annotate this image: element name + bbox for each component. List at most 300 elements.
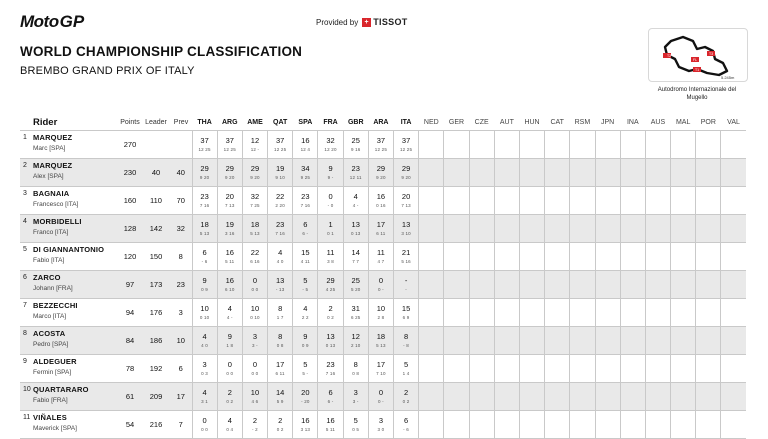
col-race-arg: ARG (222, 118, 238, 126)
rider-surname: MORBIDELLI (33, 217, 82, 226)
race-total-points: 0 (328, 192, 333, 201)
race-split-points: 6 9 (402, 315, 410, 320)
race-result-cell (268, 187, 293, 215)
race-result-cell (368, 383, 393, 411)
race-split-points: 4 11 (300, 259, 310, 264)
race-split-points: 7 16 (300, 203, 311, 208)
rider-prev: 32 (170, 215, 192, 243)
race-result-cell (343, 327, 368, 355)
race-result-cell (293, 215, 318, 243)
future-race-cell (620, 243, 645, 271)
future-race-cell (620, 383, 645, 411)
race-split-points: 4 - (226, 315, 233, 320)
rider-leader: 110 (142, 187, 170, 215)
race-result-cell (343, 271, 368, 299)
race-result-cell (394, 187, 419, 215)
rider-leader: 150 (142, 243, 170, 271)
rider-surname: ACOSTA (33, 329, 66, 338)
rider-surname: BAGNAIA (33, 189, 70, 198)
future-race-cell (570, 299, 595, 327)
future-race-cell (595, 215, 620, 243)
race-split-points: 3 10 (401, 231, 411, 236)
rider-points: 230 (118, 159, 142, 187)
page-title: WORLD CHAMPIONSHIP CLASSIFICATION (20, 44, 303, 59)
race-result-cell (242, 159, 267, 187)
col-race-ger: GER (448, 118, 465, 126)
future-race-cell (419, 131, 444, 159)
race-split-points: 3 16 (225, 231, 235, 236)
future-race-cell (671, 271, 696, 299)
race-split-points: 9 16 (350, 147, 361, 152)
race-split-points: 9 20 (401, 175, 411, 180)
future-race-cell (469, 159, 494, 187)
future-race-cell (444, 271, 469, 299)
race-result-cell (242, 131, 267, 159)
rider-prev (170, 131, 192, 159)
col-race-ned: NED (423, 118, 439, 126)
race-result-cell (394, 355, 419, 383)
race-result-cell (368, 215, 393, 243)
race-total-points: 6 (303, 220, 308, 229)
rider-position: 11 (23, 414, 31, 421)
race-result-cell (268, 383, 293, 411)
race-result-cell (343, 299, 368, 327)
race-split-points: 4 - (352, 203, 359, 208)
race-total-points: 18 (250, 220, 260, 229)
race-result-cell (343, 159, 368, 187)
table-header-row (20, 114, 746, 131)
race-total-points: 4 (227, 416, 232, 425)
rider-prev: 70 (170, 187, 192, 215)
future-race-cell (595, 327, 620, 355)
col-race-val: VAL (727, 118, 740, 126)
race-total-points: 1 (328, 220, 333, 229)
race-total-points: 18 (200, 220, 209, 229)
race-split-points: - 20 (301, 399, 310, 404)
col-race-ame: AME (247, 118, 263, 126)
race-total-points: 23 (326, 360, 335, 369)
future-race-cell (519, 159, 544, 187)
rider-firstname-nation: Fermin [SPA] (33, 369, 72, 376)
race-result-cell (217, 299, 242, 327)
rider-prev: 3 (170, 299, 192, 327)
rider-prev: 17 (170, 383, 192, 411)
future-race-cell (444, 411, 469, 439)
future-race-cell (469, 355, 494, 383)
future-race-cell (570, 187, 595, 215)
future-race-cell (419, 187, 444, 215)
race-total-points: 13 (275, 276, 285, 285)
race-split-points: - (405, 287, 407, 292)
race-result-cell (242, 299, 267, 327)
race-total-points: 0 (202, 416, 207, 425)
col-rider: Rider (33, 116, 58, 128)
future-race-cell (696, 243, 721, 271)
race-total-points: 2 (227, 388, 232, 397)
race-total-points: 2 (278, 416, 283, 425)
circuit-name-line2: Mugello (686, 95, 708, 101)
race-total-points: 29 (401, 164, 411, 173)
race-total-points: 22 (275, 192, 285, 201)
race-total-points: 0 (252, 360, 258, 369)
future-race-cell (645, 187, 670, 215)
race-result-cell (217, 327, 242, 355)
race-split-points: 12 25 (223, 147, 236, 152)
race-result-cell (192, 243, 217, 271)
race-total-points: 17 (376, 220, 386, 229)
race-result-cell (217, 159, 242, 187)
race-split-points: 0 16 (376, 203, 386, 208)
rider-cell (20, 271, 118, 299)
rider-surname: ALDEGUER (33, 357, 77, 366)
col-race-gbr: GBR (347, 118, 364, 126)
race-total-points: 2 (328, 304, 333, 313)
future-race-cell (570, 355, 595, 383)
future-race-cell (696, 355, 721, 383)
future-race-cell (721, 355, 746, 383)
future-race-cell (545, 299, 570, 327)
col-leader: Leader (145, 118, 167, 126)
table-row (20, 355, 746, 383)
race-total-points: 10 (200, 304, 209, 313)
race-result-cell (242, 327, 267, 355)
race-total-points: 10 (250, 388, 260, 397)
race-result-cell (242, 215, 267, 243)
race-split-points: 7 16 (275, 231, 285, 236)
table-row (20, 299, 746, 327)
race-total-points: 9 (303, 332, 308, 341)
col-race-mal: MAL (675, 118, 691, 126)
rider-prev: 6 (170, 355, 192, 383)
rider-firstname-nation: Johann [FRA] (33, 285, 73, 292)
race-total-points: 16 (225, 248, 234, 257)
rider-leader: 216 (142, 411, 170, 439)
race-result-cell (217, 243, 242, 271)
col-prev: Prev (173, 118, 189, 126)
race-split-points: - 6 (403, 427, 410, 432)
race-total-points: 5 (404, 360, 409, 369)
future-race-cell (721, 215, 746, 243)
race-result-cell (318, 159, 343, 187)
race-split-points: 5 20 (350, 287, 361, 292)
race-split-points: - 8 (403, 343, 410, 348)
race-result-cell (217, 131, 242, 159)
race-split-points: 4 0 (201, 343, 209, 348)
future-race-cell (469, 327, 494, 355)
race-result-cell (217, 187, 242, 215)
race-total-points: 6 (404, 416, 409, 425)
table-row (20, 187, 746, 215)
future-race-cell (696, 411, 721, 439)
race-total-points: 12 (250, 136, 260, 145)
rider-cell (20, 243, 118, 271)
race-total-points: 20 (401, 192, 411, 201)
rider-leader: 176 (142, 299, 170, 327)
race-split-points: 0 10 (250, 315, 260, 320)
table-row (20, 271, 746, 299)
rider-leader: 192 (142, 355, 170, 383)
race-split-points: 5 11 (325, 427, 336, 432)
race-result-cell (394, 327, 419, 355)
race-result-cell (192, 355, 217, 383)
future-race-cell (444, 383, 469, 411)
race-total-points: 8 (404, 332, 409, 341)
race-total-points: 23 (301, 192, 310, 201)
race-result-cell (242, 187, 267, 215)
race-total-points: 4 (202, 388, 207, 397)
race-result-cell (192, 271, 217, 299)
future-race-cell (469, 299, 494, 327)
table-row (20, 327, 746, 355)
future-race-cell (419, 327, 444, 355)
future-race-cell (419, 355, 444, 383)
future-race-cell (595, 187, 620, 215)
rider-points: 84 (118, 327, 142, 355)
future-race-cell (721, 327, 746, 355)
race-total-points: 37 (200, 136, 209, 145)
race-total-points: 10 (376, 304, 386, 313)
table-row (20, 159, 746, 187)
col-race-ina: INA (626, 118, 639, 126)
future-race-cell (645, 131, 670, 159)
race-split-points: 5 13 (376, 343, 386, 348)
rider-firstname-nation: Alex [SPA] (33, 173, 64, 180)
race-result-cell (368, 327, 393, 355)
race-total-points: 16 (301, 416, 310, 425)
race-result-cell (368, 243, 393, 271)
future-race-cell (494, 215, 519, 243)
future-race-cell (494, 355, 519, 383)
future-race-cell (545, 131, 570, 159)
race-total-points: 13 (401, 220, 411, 229)
race-total-points: 13 (351, 220, 360, 229)
future-race-cell (595, 271, 620, 299)
future-race-cell (545, 271, 570, 299)
race-result-cell (192, 383, 217, 411)
race-split-points: 0 8 (352, 371, 360, 376)
race-result-cell (368, 271, 393, 299)
race-split-points: 5 16 (401, 259, 411, 264)
race-result-cell (318, 243, 343, 271)
rider-firstname-nation: Francesco [ITA] (33, 201, 79, 208)
future-race-cell (545, 159, 570, 187)
future-race-cell (519, 327, 544, 355)
race-split-points: 3 1 (201, 399, 209, 404)
race-total-points: 0 (227, 360, 232, 369)
race-split-points: 5 - (302, 371, 309, 376)
race-split-points: 7 13 (401, 203, 411, 208)
future-race-cell (444, 187, 469, 215)
race-result-cell (268, 243, 293, 271)
future-race-cell (620, 355, 645, 383)
col-race-hun: HUN (524, 118, 540, 126)
logo-gp: GP (59, 12, 85, 31)
race-split-points: 12 4 (300, 147, 311, 152)
race-total-points: 25 (351, 276, 360, 285)
race-split-points: 3 13 (300, 427, 311, 432)
race-result-cell (293, 383, 318, 411)
race-split-points: - 5 (302, 287, 309, 292)
future-race-cell (595, 355, 620, 383)
future-race-cell (444, 355, 469, 383)
race-result-cell (192, 131, 217, 159)
race-total-points: 2 (252, 416, 258, 425)
rider-points: 120 (118, 243, 142, 271)
circuit-name (640, 86, 754, 102)
rider-leader: 173 (142, 271, 170, 299)
tissot-logo (362, 17, 407, 27)
provided-by-label: Provided by (316, 17, 359, 27)
race-result-cell (293, 355, 318, 383)
race-split-points: 6 11 (275, 371, 285, 376)
future-race-cell (545, 355, 570, 383)
race-split-points: 4 0 (276, 259, 284, 264)
race-split-points: 12 20 (324, 147, 337, 152)
race-result-cell (293, 131, 318, 159)
race-total-points: 32 (250, 192, 260, 201)
race-total-points: 22 (250, 248, 260, 257)
future-race-cell (519, 243, 544, 271)
future-race-cell (570, 327, 595, 355)
rider-firstname-nation: Fabio [FRA] (33, 397, 68, 404)
page-subtitle: BREMBO GRAND PRIX OF ITALY (20, 65, 195, 77)
race-result-cell (217, 271, 242, 299)
circuit-length: 5.245m (721, 75, 735, 80)
race-total-points: 32 (326, 136, 335, 145)
rider-points: 94 (118, 299, 142, 327)
race-total-points: 9 (202, 276, 207, 285)
race-total-points: 29 (225, 164, 234, 173)
future-race-cell (469, 215, 494, 243)
rider-cell (20, 383, 118, 411)
race-split-points: 7 10 (376, 371, 386, 376)
race-total-points: 16 (225, 276, 234, 285)
future-race-cell (696, 327, 721, 355)
race-result-cell (242, 243, 267, 271)
race-split-points: - 13 (275, 287, 285, 292)
race-total-points: 23 (275, 220, 285, 229)
race-split-points: 0 9 (301, 343, 309, 348)
rider-cell (20, 299, 118, 327)
rider-prev: 10 (170, 327, 192, 355)
race-split-points: 3 0 (377, 427, 385, 432)
tissot-cross-icon: + (362, 18, 371, 27)
future-race-cell (419, 243, 444, 271)
race-total-points: 37 (275, 136, 285, 145)
race-total-points: 13 (326, 332, 335, 341)
race-total-points: 4 (303, 304, 308, 313)
rider-position: 3 (23, 190, 27, 197)
rider-position: 8 (23, 330, 27, 337)
col-race-cze: CZE (474, 118, 489, 126)
future-race-cell (444, 159, 469, 187)
race-split-points: 0 13 (350, 231, 361, 236)
race-total-points: 34 (301, 164, 310, 173)
race-split-points: 0 0 (251, 287, 259, 292)
race-total-points: 17 (275, 360, 285, 369)
future-race-cell (620, 131, 645, 159)
race-split-points: 0 2 (402, 399, 410, 404)
race-result-cell (192, 159, 217, 187)
future-race-cell (545, 243, 570, 271)
future-race-cell (595, 411, 620, 439)
rider-surname: MARQUEZ (33, 133, 73, 142)
rider-points: 128 (118, 215, 142, 243)
race-total-points: 15 (301, 248, 310, 257)
future-race-cell (696, 131, 721, 159)
rider-surname: ZARCO (33, 273, 61, 282)
rider-cell (20, 215, 118, 243)
race-result-cell (318, 299, 343, 327)
race-result-cell (368, 299, 393, 327)
race-split-points: 4 25 (325, 287, 336, 292)
race-total-points: 0 (378, 276, 383, 285)
rider-position: 2 (23, 162, 27, 169)
rider-cell (20, 411, 118, 439)
race-result-cell (318, 383, 343, 411)
future-race-cell (671, 187, 696, 215)
col-race-cat: CAT (550, 118, 564, 126)
circuit-map-icon (649, 29, 747, 81)
race-split-points: 0 0 (226, 371, 234, 376)
race-total-points: 29 (200, 164, 209, 173)
race-total-points: 6 (202, 248, 207, 257)
race-split-points: 4 7 (377, 259, 385, 264)
rider-position: 7 (23, 302, 27, 309)
rider-cell (20, 131, 118, 159)
race-result-cell (192, 215, 217, 243)
sector-label-t2: T2 (667, 54, 672, 58)
future-race-cell (444, 327, 469, 355)
future-race-cell (721, 299, 746, 327)
future-race-cell (494, 271, 519, 299)
race-result-cell (394, 299, 419, 327)
rider-leader: 209 (142, 383, 170, 411)
race-result-cell (293, 411, 318, 439)
race-result-cell (343, 383, 368, 411)
rider-leader: 40 (142, 159, 170, 187)
future-race-cell (671, 383, 696, 411)
race-split-points: - 6 (201, 259, 208, 264)
race-result-cell (394, 215, 419, 243)
future-race-cell (620, 159, 645, 187)
rider-firstname-nation: Franco [ITA] (33, 229, 69, 236)
future-race-cell (671, 411, 696, 439)
race-result-cell (268, 299, 293, 327)
col-race-fra: FRA (323, 118, 338, 126)
race-total-points: 16 (301, 136, 310, 145)
race-total-points: 11 (377, 248, 385, 257)
race-split-points: 12 25 (198, 147, 211, 152)
race-split-points: 2 8 (377, 315, 385, 320)
future-race-cell (419, 159, 444, 187)
race-total-points: 29 (250, 164, 260, 173)
future-race-cell (419, 383, 444, 411)
race-total-points: 0 (252, 276, 258, 285)
race-total-points: 5 (303, 276, 308, 285)
race-total-points: 19 (275, 164, 285, 173)
race-result-cell (394, 383, 419, 411)
future-race-cell (469, 131, 494, 159)
future-race-cell (519, 215, 544, 243)
col-points: Points (120, 118, 140, 126)
race-total-points: 14 (351, 248, 360, 257)
race-split-points: 0 0 (251, 371, 259, 376)
race-result-cell (293, 271, 318, 299)
race-split-points: 6 11 (376, 231, 386, 236)
future-race-cell (645, 215, 670, 243)
race-split-points: 0 - (377, 287, 384, 292)
